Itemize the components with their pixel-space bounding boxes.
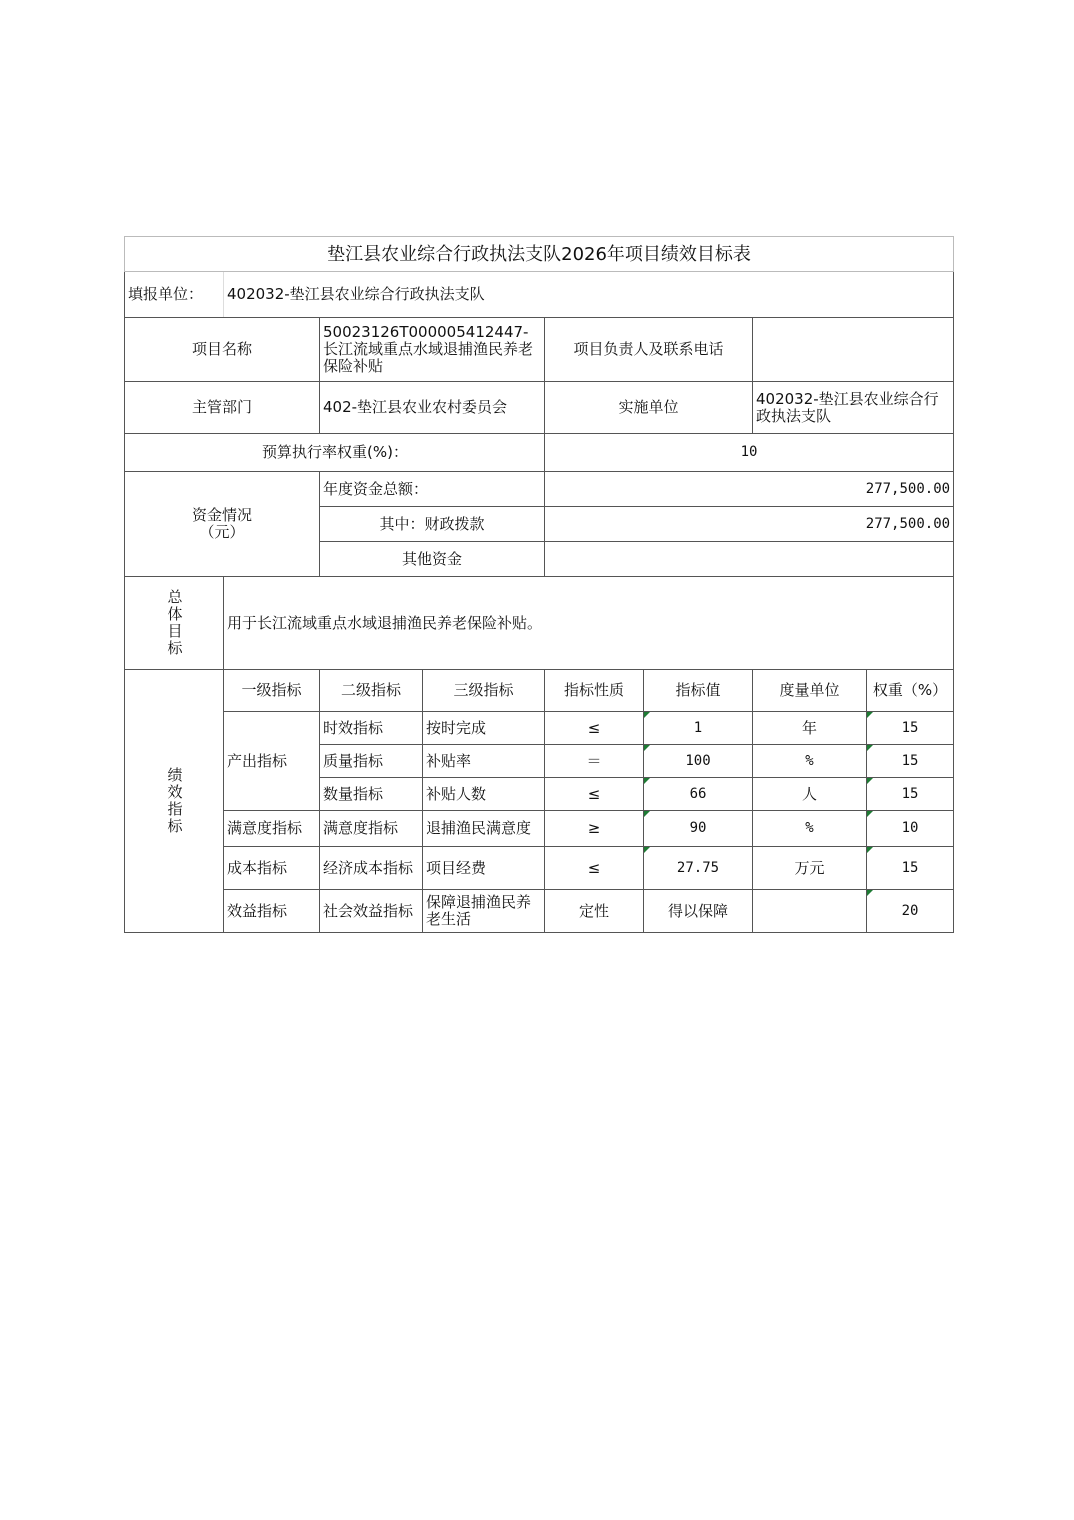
header-level1: 一级指标 [224, 670, 320, 712]
table-row [125, 712, 954, 745]
budget-rate-value: 10 [545, 434, 954, 472]
row-weight: 10 [867, 811, 954, 847]
performance-target-sheet [124, 236, 953, 933]
row-value: 得以保障 [644, 890, 753, 933]
row-nature: ≤ [545, 778, 644, 811]
dept-value: 402-垫江县农业农村委员会 [320, 382, 545, 434]
row-level3: 补贴人数 [423, 778, 545, 811]
row-level2: 满意度指标 [320, 811, 423, 847]
row-nature: 定性 [545, 890, 644, 933]
row-weight: 15 [867, 847, 954, 890]
row-level2: 社会效益指标 [320, 890, 423, 933]
dept-label: 主管部门 [125, 382, 320, 434]
row-level2: 时效指标 [320, 712, 423, 745]
unit-value: 402032-垫江县农业综合行政执法支队 [224, 272, 954, 318]
row-level3: 按时完成 [423, 712, 545, 745]
funds-other-label: 其他资金 [320, 542, 545, 577]
group-benefit: 效益指标 [224, 890, 320, 933]
funds-label [125, 472, 320, 577]
row-nature: ≥ [545, 811, 644, 847]
sheet-title: 垫江县农业综合行政执法支队2026年项目绩效目标表 [125, 237, 954, 272]
row-weight: 15 [867, 745, 954, 778]
funds-fiscal-value: 277,500.00 [545, 507, 954, 542]
row-value: 27.75 [644, 847, 753, 890]
row-weight: 20 [867, 890, 954, 933]
unit-label: 填报单位： [125, 272, 224, 318]
row-value: 90 [644, 811, 753, 847]
performance-table [124, 236, 954, 933]
funds-other-value [545, 542, 954, 577]
row-level2: 质量指标 [320, 745, 423, 778]
project-name-label: 项目名称 [125, 318, 320, 382]
indicators-label [125, 670, 224, 933]
project-name-value: 50023126T000005412447-长江流域重点水域退捕渔民养老保险补贴 [320, 318, 545, 382]
header-unit: 度量单位 [753, 670, 867, 712]
row-nature: ≤ [545, 847, 644, 890]
table-row [125, 811, 954, 847]
header-level2: 二级指标 [320, 670, 423, 712]
row-level2: 数量指标 [320, 778, 423, 811]
row-level3: 退捕渔民满意度 [423, 811, 545, 847]
row-weight: 15 [867, 778, 954, 811]
header-weight: 权重（%） [867, 670, 954, 712]
funds-total-label: 年度资金总额： [320, 472, 545, 507]
row-unit: % [753, 811, 867, 847]
header-level3: 三级指标 [423, 670, 545, 712]
group-satisfaction: 满意度指标 [224, 811, 320, 847]
budget-rate-label: 预算执行率权重(%)： [125, 434, 545, 472]
group-cost: 成本指标 [224, 847, 320, 890]
row-level3: 保障退捕渔民养老生活 [423, 890, 545, 933]
row-weight: 15 [867, 712, 954, 745]
funds-label-text: 资金情况（元） [191, 506, 252, 541]
row-unit: % [753, 745, 867, 778]
impl-unit-value: 402032-垫江县农业综合行政执法支队 [753, 382, 954, 434]
project-owner-label: 项目负责人及联系电话 [545, 318, 753, 382]
row-nature: ＝ [545, 745, 644, 778]
row-unit: 万元 [753, 847, 867, 890]
row-unit [753, 890, 867, 933]
row-value: 1 [644, 712, 753, 745]
row-unit: 人 [753, 778, 867, 811]
funds-total-value: 277,500.00 [545, 472, 954, 507]
header-value: 指标值 [644, 670, 753, 712]
row-level3: 补贴率 [423, 745, 545, 778]
impl-unit-label: 实施单位 [545, 382, 753, 434]
row-value: 66 [644, 778, 753, 811]
table-row [125, 890, 954, 933]
header-nature: 指标性质 [545, 670, 644, 712]
table-row [125, 847, 954, 890]
row-level2: 经济成本指标 [320, 847, 423, 890]
project-owner-value [753, 318, 954, 382]
goal-value: 用于长江流域重点水域退捕渔民养老保险补贴。 [224, 577, 954, 670]
row-value: 100 [644, 745, 753, 778]
funds-fiscal-label: 其中：财政拨款 [320, 507, 545, 542]
goal-label [125, 577, 224, 670]
goal-label-text: 总体目标 [165, 589, 184, 657]
row-nature: ≤ [545, 712, 644, 745]
group-output: 产出指标 [224, 712, 320, 811]
row-level3: 项目经费 [423, 847, 545, 890]
row-unit: 年 [753, 712, 867, 745]
indicators-label-text: 绩效指标 [165, 767, 184, 835]
